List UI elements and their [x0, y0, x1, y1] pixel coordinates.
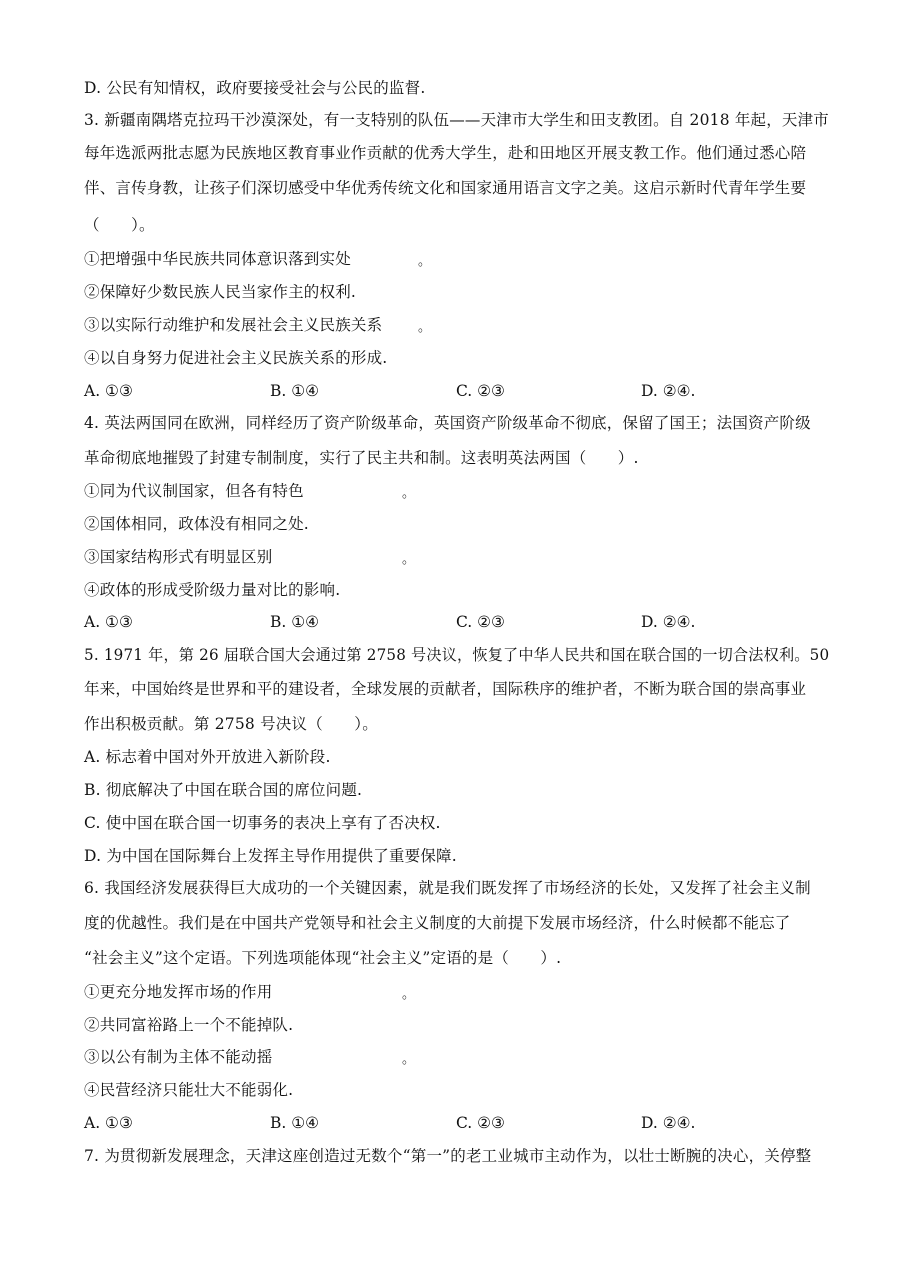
q4-choice-a: A. ①③ — [84, 613, 133, 631]
q4-stem-line-1: 4. 英法两国同在欧洲，同样经历了资产阶级革命，英国资产阶级革命不彻底，保留了国王；法国资产阶级 — [84, 414, 811, 432]
q3-stem-line-2: 每年选派两批志愿为民族地区教育事业作贡献的优秀大学生，赴和田地区开展支教工作。他们通过悉心陪 — [84, 144, 807, 162]
q6-item-4: ④民营经济只能壮大不能弱化. — [84, 1081, 294, 1099]
q4-choice-c: C. ②③ — [456, 613, 505, 631]
mark-dot: 。 — [418, 320, 432, 335]
q6-choice-a: A. ①③ — [84, 1114, 133, 1132]
q4-choice-d: D. ②④. — [641, 613, 696, 631]
mark-dot: 。 — [402, 987, 416, 1002]
q6-item-2: ②共同富裕路上一个不能掉队. — [84, 1016, 294, 1034]
q5-option-b: B. 彻底解决了中国在联合国的席位问题. — [84, 781, 363, 799]
q3-stem-line-1: 3. 新疆南隅塔克拉玛干沙漠深处，有一支特别的队伍——天津市大学生和田支教团。自 2018 年起，天津市 — [84, 111, 829, 129]
q6-stem-line-2: 度的优越性。我们是在中国共产党领导和社会主义制度的大前提下发展市场经济，什么时候都不能忘了 — [84, 914, 791, 932]
mark-dot: 。 — [418, 254, 432, 269]
q4-item-1: ①同为代议制国家，但各有特色 — [84, 482, 304, 500]
q7-stem-line-1: 7. 为贯彻新发展理念，天津这座创造过无数个“第一”的老工业城市主动作为，以壮士断腕的决心，关停整 — [84, 1147, 812, 1165]
mark-dot: 。 — [402, 1052, 416, 1067]
q4-item-2: ②国体相同，政体没有相同之处. — [84, 515, 309, 533]
q3-choice-a: A. ①③ — [84, 382, 133, 400]
q5-option-a: A. 标志着中国对外开放进入新阶段. — [84, 748, 331, 766]
q6-choice-d: D. ②④. — [641, 1114, 696, 1132]
q3-choice-c: C. ②③ — [456, 382, 505, 400]
q3-choices — [84, 381, 829, 401]
q3-stem-line-4: （ ）。 — [84, 216, 155, 234]
q6-choices — [84, 1113, 829, 1133]
q4-choice-b: B. ①④ — [270, 613, 320, 631]
q2-option-d: D. 公民有知情权，政府要接受社会与公民的监督. — [84, 79, 426, 97]
q3-choice-b: B. ①④ — [270, 382, 320, 400]
q4-choices — [84, 612, 829, 632]
q4-item-3: ③国家结构形式有明显区别 — [84, 548, 273, 566]
q3-choice-d: D. ②④. — [641, 382, 696, 400]
q3-item-1: ①把增强中华民族共同体意识落到实处 — [84, 250, 351, 268]
q4-stem-line-2: 革命彻底地摧毁了封建专制制度，实行了民主共和制。这表明英法两国（ ）. — [84, 449, 639, 467]
q6-item-3: ③以公有制为主体不能动摇 — [84, 1048, 273, 1066]
q3-item-3: ③以实际行动维护和发展社会主义民族关系 — [84, 316, 383, 334]
q4-item-4: ④政体的形成受阶级力量对比的影响. — [84, 581, 341, 599]
q3-item-2: ②保障好少数民族人民当家作主的权利. — [84, 283, 357, 301]
q3-stem-line-3: 伴、言传身教，让孩子们深切感受中华优秀传统文化和国家通用语言文字之美。这启示新时代青年学生要 — [84, 179, 807, 197]
q5-stem-line-2: 年来，中国始终是世界和平的建设者，全球发展的贡献者，国际秩序的维护者，不断为联合国的崇高事业 — [84, 680, 807, 698]
q5-stem-line-1: 5. 1971 年，第 26 届联合国大会通过第 2758 号决议，恢复了中华人民共和国在联合国的一切合法权利。50 — [84, 646, 830, 664]
q6-stem-line-3: “社会主义”这个定语。下列选项能体现“社会主义”定语的是（ ）. — [84, 949, 562, 967]
q5-option-d: D. 为中国在国际舞台上发挥主导作用提供了重要保障. — [84, 847, 457, 865]
mark-dot: 。 — [402, 552, 416, 567]
q6-choice-c: C. ②③ — [456, 1114, 505, 1132]
q6-stem-line-1: 6. 我国经济发展获得巨大成功的一个关键因素，就是我们既发挥了市场经济的长处，又发挥了社会主义制 — [84, 879, 811, 897]
q3-item-4: ④以自身努力促进社会主义民族关系的形成. — [84, 349, 388, 367]
q5-option-c: C. 使中国在联合国一切事务的表决上享有了否决权. — [84, 814, 441, 832]
q5-stem-line-3: 作出积极贡献。第 2758 号决议（ ）。 — [84, 715, 378, 733]
mark-dot: 。 — [402, 486, 416, 501]
q6-item-1: ①更充分地发挥市场的作用 — [84, 983, 273, 1001]
q6-choice-b: B. ①④ — [270, 1114, 320, 1132]
